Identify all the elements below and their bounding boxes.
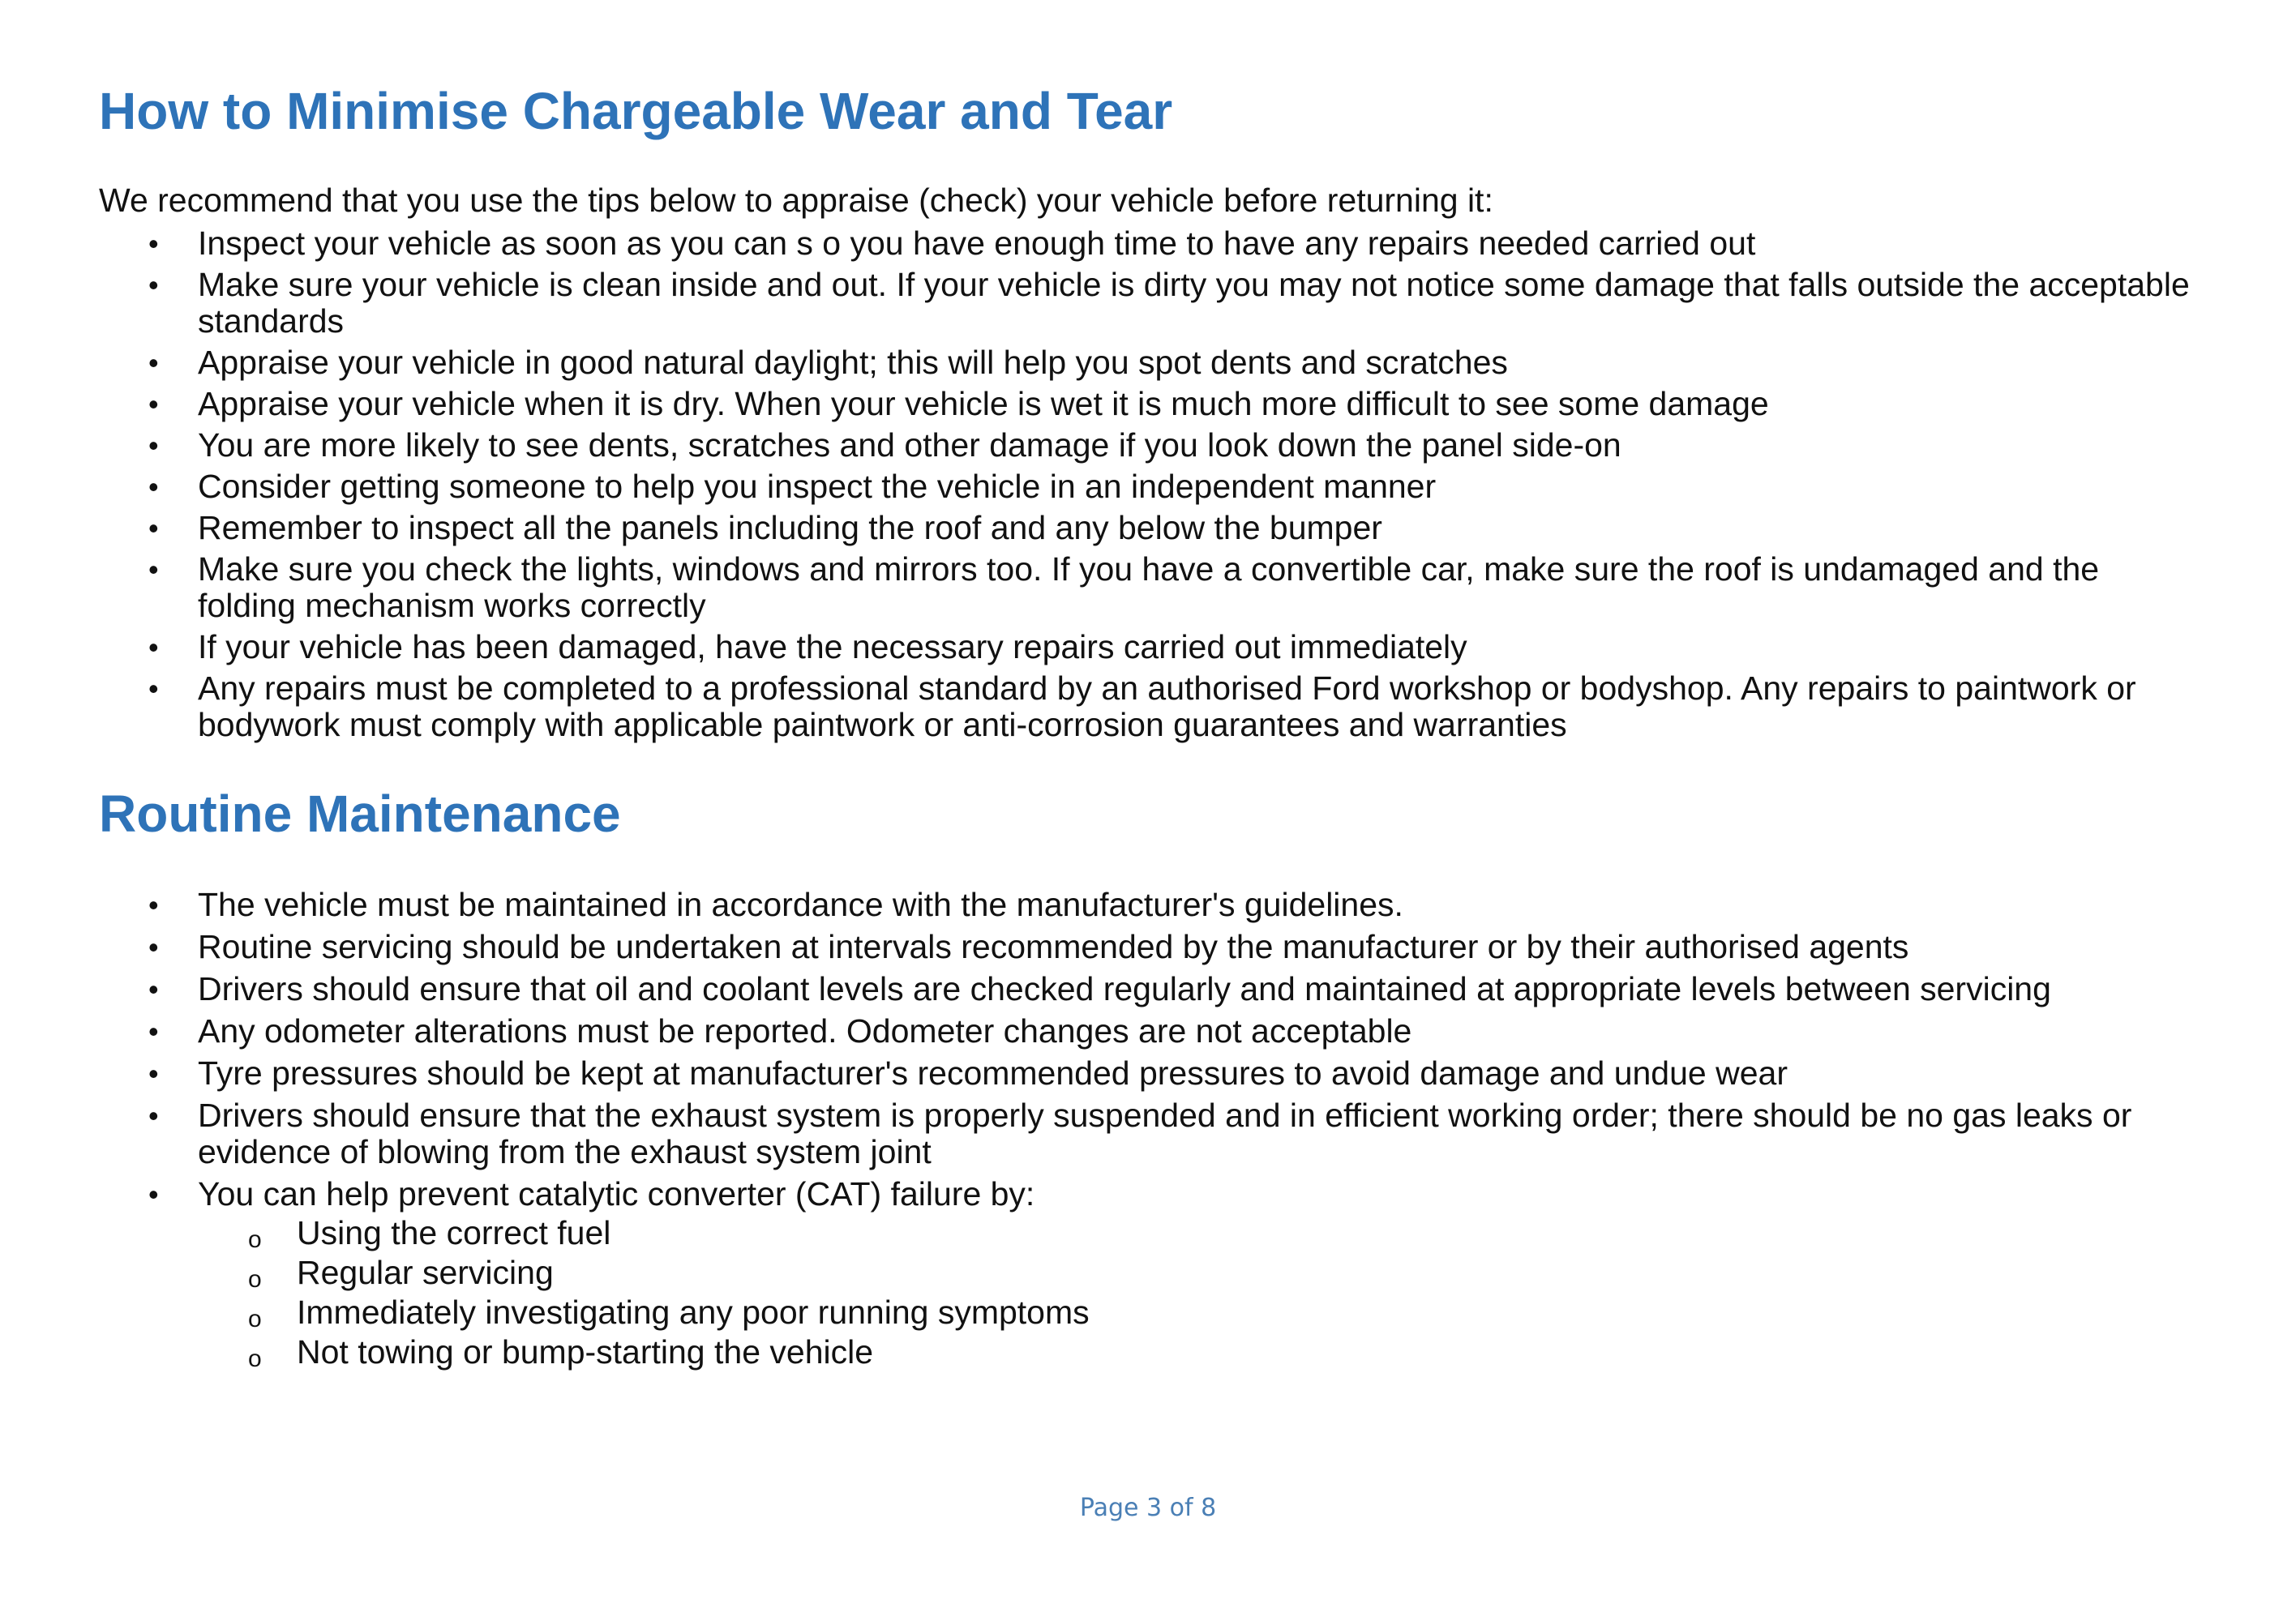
list-item-text: Appraise your vehicle when it is dry. When your vehicle is wet it is much more difficult to see some damage bbox=[198, 385, 1769, 422]
bullet-icon: • bbox=[148, 1099, 159, 1132]
bullet-icon: • bbox=[148, 470, 159, 503]
bullet-icon: • bbox=[148, 511, 159, 545]
list-item-text: Routine servicing should be undertaken at intervals recommended by the manufacturer or by their authorised agents bbox=[198, 928, 1909, 965]
circle-bullet-icon: o bbox=[248, 1306, 262, 1332]
intro-paragraph: We recommend that you use the tips below to appraise (check) your vehicle before returning it: bbox=[99, 182, 1493, 219]
section-heading-routine-maintenance: Routine Maintenance bbox=[99, 785, 621, 843]
circle-bullet-icon: o bbox=[248, 1226, 262, 1253]
bullet-icon: • bbox=[148, 387, 159, 421]
list-item-text: Tyre pressures should be kept at manufacturer's recommended pressures to avoid damage and undue wear bbox=[198, 1054, 1788, 1092]
list-item-text: Inspect your vehicle as soon as you can s o you have enough time to have any repairs needed carried out bbox=[198, 225, 1756, 262]
list-item-text: Drivers should ensure that oil and coolant levels are checked regularly and maintained at appropriate levels between servicing bbox=[198, 970, 2051, 1007]
circle-bullet-icon: o bbox=[248, 1345, 262, 1372]
sub-list-item-text: Not towing or bump-starting the vehicle bbox=[297, 1333, 874, 1371]
bullet-icon: • bbox=[148, 888, 159, 922]
cat-tips-sublist bbox=[198, 1214, 2199, 1371]
wear-tips-list bbox=[0, 225, 2296, 748]
sub-list-item-text: Regular servicing bbox=[297, 1254, 554, 1291]
list-item bbox=[0, 468, 2296, 505]
list-item bbox=[0, 1097, 2296, 1170]
list-item bbox=[0, 929, 2296, 965]
bullet-icon: • bbox=[148, 1015, 159, 1048]
sub-list-item-text: Immediately investigating any poor running symptoms bbox=[297, 1294, 1090, 1331]
sub-list-item bbox=[198, 1294, 2199, 1332]
circle-bullet-icon: o bbox=[248, 1266, 262, 1293]
sub-list-item-text: Using the correct fuel bbox=[297, 1214, 611, 1251]
list-item-text: The vehicle must be maintained in accordance with the manufacturer's guidelines. bbox=[198, 886, 1403, 923]
list-item-text: Make sure your vehicle is clean inside and out. If your vehicle is dirty you may not notice some damage that falls outside the acceptable standards bbox=[198, 266, 2190, 340]
list-item-text: Make sure you check the lights, windows and mirrors too. If you have a convertible car, make sure the roof is undamaged and the folding mechanism works correctly bbox=[198, 550, 2100, 624]
maintenance-list bbox=[0, 887, 2296, 1377]
bullet-icon: • bbox=[148, 1057, 159, 1090]
page-number-footer: Page 3 of 8 bbox=[1079, 1494, 1217, 1522]
list-item bbox=[0, 386, 2296, 422]
list-item bbox=[0, 971, 2296, 1007]
sub-list-item bbox=[198, 1254, 2199, 1292]
bullet-icon: • bbox=[148, 973, 159, 1006]
list-item bbox=[0, 887, 2296, 923]
list-item-text: You can help prevent catalytic converter (CAT) failure by: bbox=[198, 1175, 1035, 1213]
list-item bbox=[0, 510, 2296, 546]
list-item bbox=[0, 225, 2296, 262]
list-item bbox=[0, 1176, 2296, 1371]
sub-list-item bbox=[198, 1214, 2199, 1252]
list-item bbox=[0, 427, 2296, 464]
list-item bbox=[0, 670, 2296, 743]
bullet-icon: • bbox=[148, 672, 159, 705]
list-item-text: You are more likely to see dents, scratches and other damage if you look down the panel side-on bbox=[198, 426, 1621, 464]
list-item-text: Drivers should ensure that the exhaust system is properly suspended and in efficient working order; there should be no gas leaks or evidence of blowing from the exhaust system joint bbox=[198, 1097, 2132, 1170]
list-item bbox=[0, 1013, 2296, 1050]
list-item-text: Any repairs must be completed to a professional standard by an authorised Ford workshop or bodyshop. Any repairs to paintwork or bodywork must comply with applicable paintwork or anti-corrosion guarantees and warranties bbox=[198, 669, 2136, 743]
bullet-icon: • bbox=[148, 346, 159, 379]
section-heading-wear-and-tear: How to Minimise Chargeable Wear and Tear bbox=[99, 82, 1173, 140]
bullet-icon: • bbox=[148, 1178, 159, 1211]
bullet-icon: • bbox=[148, 429, 159, 462]
bullet-icon: • bbox=[148, 930, 159, 964]
list-item-text: Consider getting someone to help you inspect the vehicle in an independent manner bbox=[198, 468, 1437, 505]
list-item-text: Appraise your vehicle in good natural daylight; this will help you spot dents and scratches bbox=[198, 344, 1508, 381]
bullet-icon: • bbox=[148, 268, 159, 302]
list-item bbox=[0, 1055, 2296, 1092]
list-item bbox=[0, 267, 2296, 340]
list-item-text: Remember to inspect all the panels including the roof and any below the bumper bbox=[198, 509, 1382, 546]
list-item bbox=[0, 629, 2296, 665]
bullet-icon: • bbox=[148, 553, 159, 586]
list-item-text: If your vehicle has been damaged, have the necessary repairs carried out immediately bbox=[198, 628, 1467, 665]
list-item bbox=[0, 551, 2296, 624]
bullet-icon: • bbox=[148, 631, 159, 664]
bullet-icon: • bbox=[148, 227, 159, 260]
sub-list-item bbox=[198, 1333, 2199, 1371]
list-item-text: Any odometer alterations must be reported. Odometer changes are not acceptable bbox=[198, 1012, 1412, 1050]
list-item bbox=[0, 344, 2296, 381]
